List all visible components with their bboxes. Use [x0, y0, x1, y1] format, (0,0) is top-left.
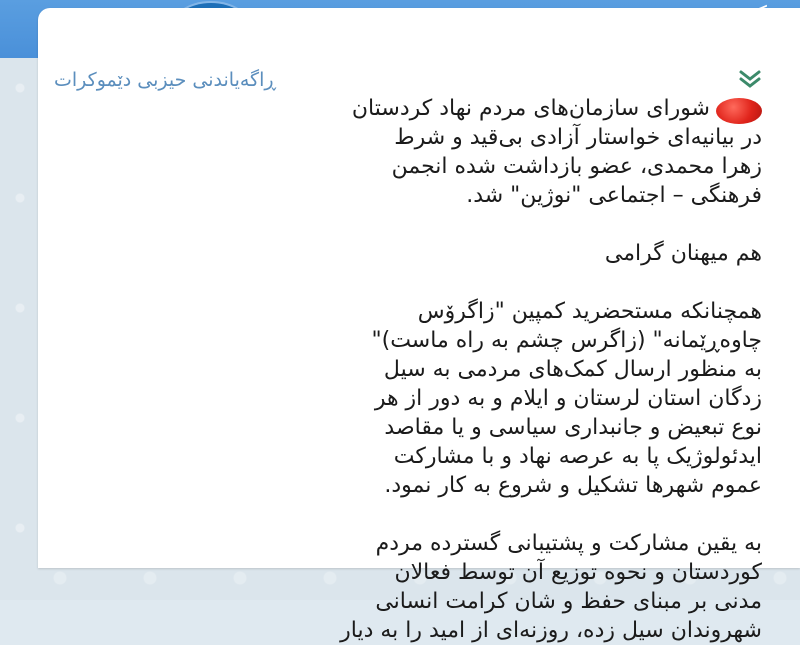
paragraph-gap [90, 268, 762, 297]
message-line: ایدئولوژیک پا به عرصه نهاد و با مشارکت [393, 444, 762, 469]
message-line: کوردستان و نحوه توزیع آن توسط فعالان [394, 560, 762, 585]
message-line: هم میهنان گرامی [604, 241, 762, 266]
message-line: زهرا محمدی، عضو بازداشت شده انجمن [391, 154, 762, 179]
paragraph-gap [90, 500, 762, 529]
message-line: چاوەڕێمانە" (زاگرس چشم به راه ماست)" [371, 328, 762, 353]
message-line: به یقین مشارکت و پشتیبانی گسترده مردم [375, 531, 762, 556]
message-line: به منظور ارسال کمک‌های مردمی به سیل [383, 357, 762, 382]
message-line: زدگان استان لرستان و ایلام و به دور از هر [374, 386, 762, 411]
message-line: همچنانکه مستحضرید کمپین "زاگرۆس [417, 299, 762, 324]
message-line: نوع تبعیض و جانبداری سیاسی و یا مقاصد [384, 415, 762, 440]
message-line: در بیانیه‌ای خواستار آزادی بی‌قید و شرط [394, 125, 762, 150]
expand-button[interactable] [736, 67, 764, 91]
message-line: مدنی بر مبنای حفظ و شان کرامت انسانی [375, 589, 762, 614]
message-line: فرهنگی – اجتماعی "نوژین" شد. [466, 183, 762, 208]
message-sender-name[interactable]: ڕاگەیاندنی حیزبی دێموکرات [54, 69, 276, 91]
message-line: شورای سازمان‌های مردم نهاد کردستان [351, 96, 710, 121]
double-chevron-down-icon [737, 69, 763, 89]
message-line: عموم شهرها تشکیل و شروع به کار نمود. [384, 473, 762, 498]
message-line: شهروندان سیل زده، روزنه‌ای از امید را به دیار [340, 618, 762, 643]
paragraph-gap [90, 210, 762, 239]
message-text [90, 94, 762, 645]
